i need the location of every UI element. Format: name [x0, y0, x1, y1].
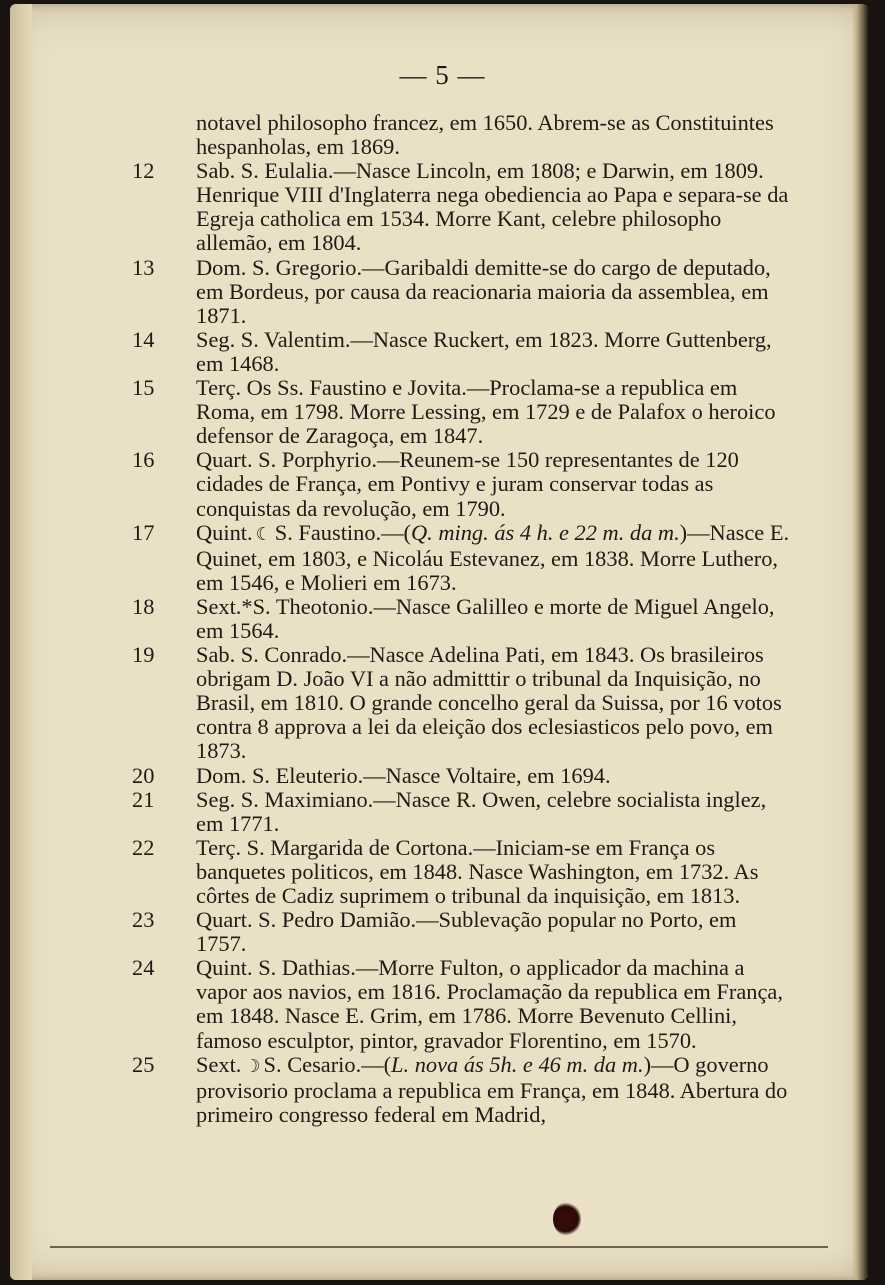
day-number: 25 [132, 1051, 155, 1077]
almanac-entry [132, 836, 792, 908]
entry-text: Sab. S. Conrado.—Nasce Adelina Pati, em 1843. Os brasileiros obrigam D. João VI a não admitttir o tribunal da Inquisição, no Brasil, em 1810. O grande concelho geral da Suissa, por 16 votos contra 8 approva a lei da eleição dos eclesiasticos pelo povo, em 1873. [196, 642, 782, 764]
moon-phase-icon: ☽ [244, 1055, 261, 1077]
almanac-entry [132, 764, 792, 788]
saint-name: S. Cesario.—( [263, 1051, 392, 1077]
almanac-entry [132, 1053, 792, 1127]
entry-text: Dom. S. Gregorio.—Garibaldi demitte-se do cargo de deputado, em Bordeus, por causa da reacionaria maioria da assemblea, em 1871. [196, 254, 771, 328]
almanac-entry [132, 448, 792, 520]
almanac-entry [132, 908, 792, 956]
day-number: 13 [132, 254, 155, 280]
almanac-entry [132, 111, 792, 159]
saint-name: S. Faustino.—( [274, 519, 411, 545]
almanac-entry [132, 956, 792, 1052]
entry-text: Quint. S. Dathias.—Morre Fulton, o applicador da machina a vapor aos navios, em 1816. Proclamação da republica em França, em 1848. Nasce E. Grim, em 1786. Morre Bevenuto Cellini, famoso esculptor, pintor, gravador Florentino, em 1570. [196, 955, 783, 1053]
day-number: 23 [132, 907, 155, 933]
bottom-rule [50, 1246, 828, 1248]
entry-text [196, 1052, 787, 1127]
almanac-entry [132, 643, 792, 763]
paper-edge-shadow [852, 4, 868, 1280]
day-number: 19 [132, 642, 155, 668]
almanac-entry [132, 595, 792, 643]
day-number: 18 [132, 593, 155, 619]
day-number: 17 [132, 519, 155, 545]
moon-phase-icon: ☾ [255, 523, 272, 545]
day-number: 14 [132, 326, 155, 352]
almanac-entry [132, 328, 792, 376]
day-number: 20 [132, 762, 155, 788]
day-number: 24 [132, 955, 155, 981]
moon-phase-note: L. nova ás 5h. e 46 m. da m. [391, 1051, 644, 1077]
entry-text: Quart. S. Pedro Damião.—Sublevação popular no Porto, em 1757. [196, 907, 737, 957]
weekday-label: Sext. [196, 1051, 242, 1077]
almanac-entry [132, 159, 792, 255]
day-number: 16 [132, 447, 155, 473]
entry-text [196, 520, 789, 595]
almanac-text [132, 111, 792, 1127]
day-number: 12 [132, 158, 155, 184]
almanac-entry [132, 788, 792, 836]
almanac-entry [132, 521, 792, 595]
page-number: — 5 — [399, 60, 486, 90]
entry-text: Seg. S. Valentim.—Nasce Ruckert, em 1823. Morre Guttenberg, em 1468. [196, 326, 772, 376]
weekday-label: Quint. [196, 519, 253, 545]
entry-text: Seg. S. Maximiano.—Nasce R. Owen, celebre socialista inglez, em 1771. [196, 786, 767, 836]
day-number: 21 [132, 786, 155, 812]
entry-text: Sab. S. Eulalia.—Nasce Lincoln, em 1808; e Darwin, em 1809. Henrique VIII d'Inglaterra nega obediencia ao Papa e separa-se da Egreja catholica em 1534. Morre Kant, celebre philosopho allemão, em 1804. [196, 158, 789, 256]
almanac-entry [132, 256, 792, 328]
entry-text: Terç. Os Ss. Faustino e Jovita.—Proclama-se a republica em Roma, em 1798. Morre Lessing, em 1729 e de Palafox o heroico defensor de Zaragoça, em 1847. [196, 375, 776, 449]
entry-text: Terç. S. Margarida de Cortona.—Iniciam-se em França os banquetes politicos, em 1848. Nasce Washington, em 1732. As côrtes de Cadiz suprimem o tribunal da inquisição, em 1813. [196, 834, 759, 908]
entry-text: Quart. S. Porphyrio.—Reunem-se 150 representantes de 120 cidades de França, em Pontivy e juram conservar todas as conquistas da revolução, em 1790. [196, 447, 739, 521]
paper-fold-shadow [10, 4, 32, 1280]
day-number: 22 [132, 834, 155, 860]
almanac-entry [132, 376, 792, 448]
entry-text: Sext.*S. Theotonio.—Nasce Galilleo e morte de Miguel Angelo, em 1564. [196, 593, 775, 643]
entry-events: )—Nasce E. Quinet, em 1803, e Nicoláu Estevanez, em 1838. Morre Luthero, em 1546, e Molieri em 1673. [196, 519, 790, 595]
entry-text: notavel philosopho francez, em 1650. Abrem-se as Constituintes hespanholas, em 1869. [196, 110, 774, 160]
entry-text: Dom. S. Eleuterio.—Nasce Voltaire, em 1694. [196, 762, 611, 788]
moon-phase-note: Q. ming. ás 4 h. e 22 m. da m. [410, 519, 680, 545]
ink-stain [553, 1202, 581, 1236]
day-number: 15 [132, 375, 155, 401]
entry-events: )—O governo provisorio proclama a republica em França, em 1848. Abertura do primeiro congresso federal em Madrid, [196, 1051, 788, 1127]
